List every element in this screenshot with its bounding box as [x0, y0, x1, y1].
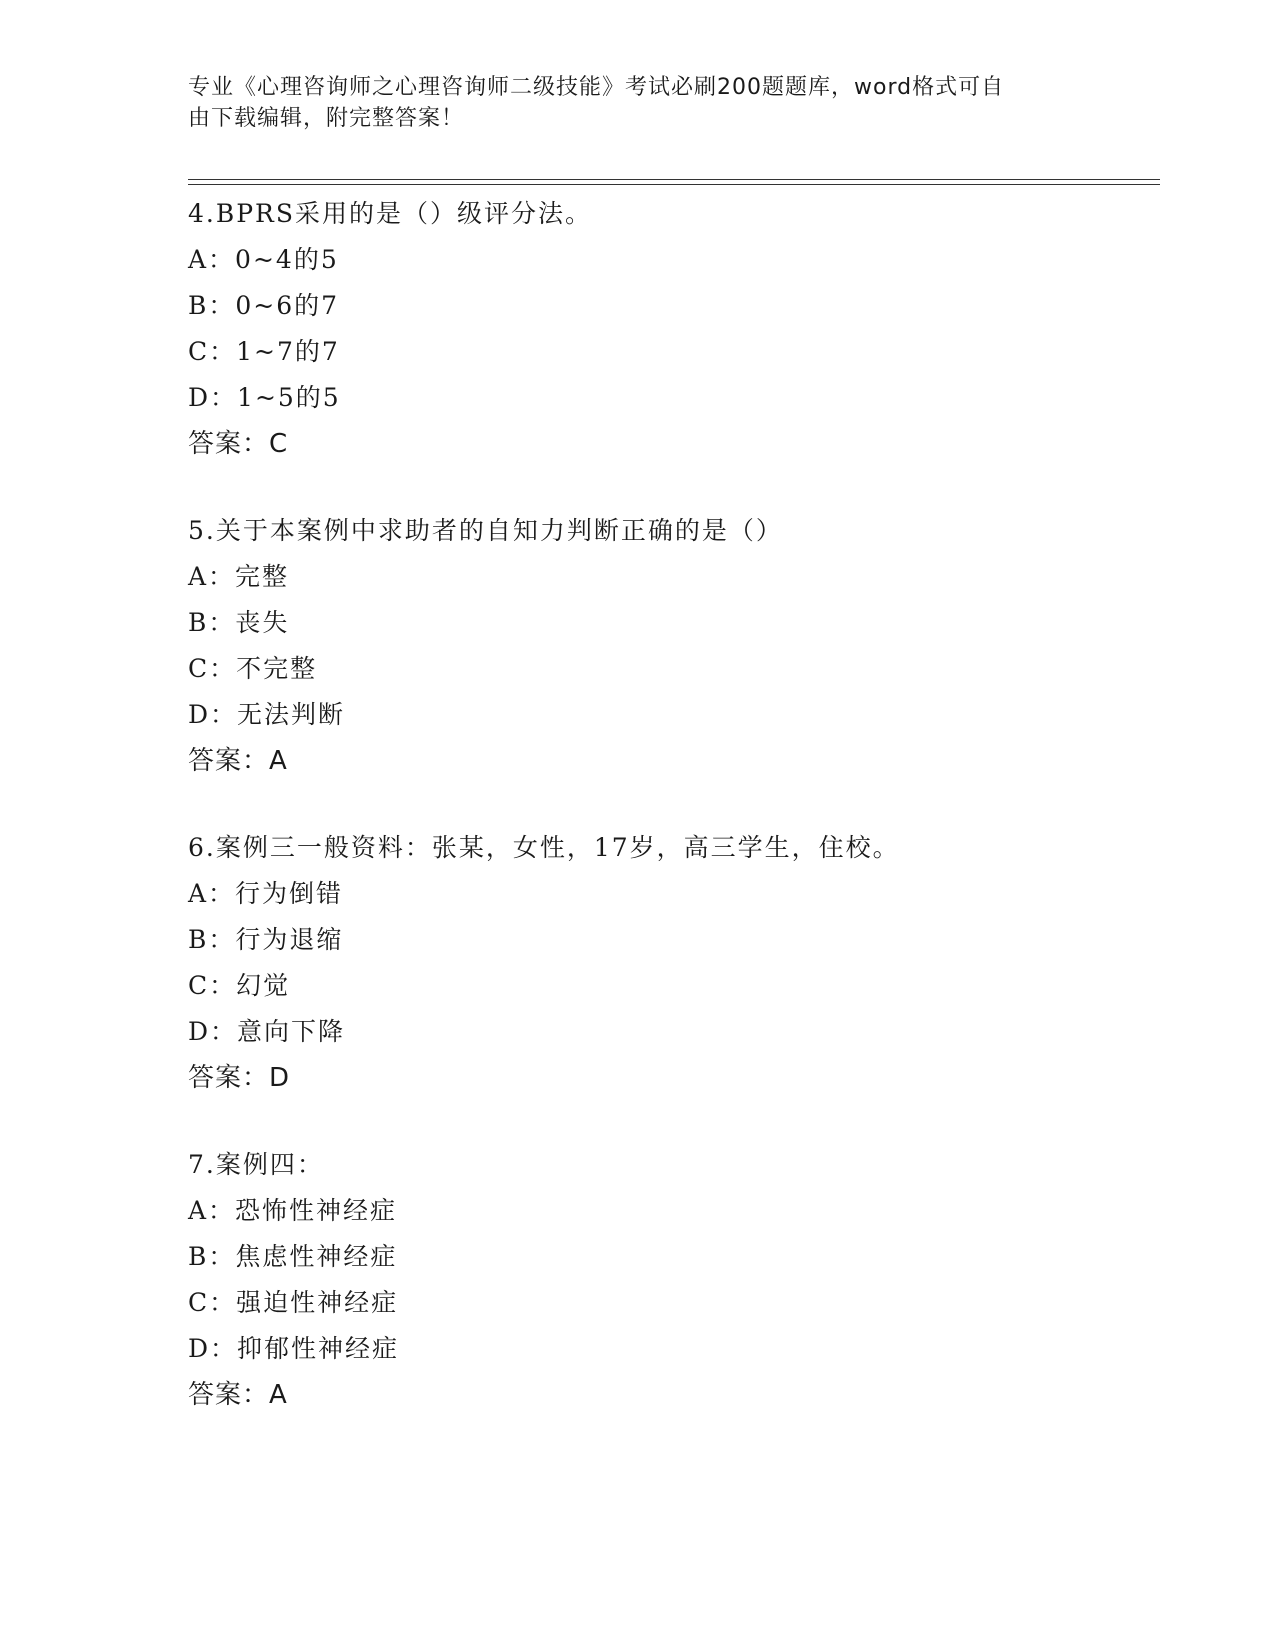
option-d: D：1~5的5	[188, 383, 341, 412]
header-divider-top	[188, 179, 1160, 180]
option-c: C：强迫性神经症	[188, 1288, 399, 1317]
question-4	[188, 191, 1148, 467]
header-line-2: 由下载编辑，附完整答案！	[188, 106, 465, 131]
question-7	[188, 1142, 1148, 1418]
answer-label: 答案：A	[188, 1380, 288, 1410]
option-b: B：焦虑性神经症	[188, 1242, 398, 1271]
option-c: C：幻觉	[188, 971, 291, 1000]
option-c: C：不完整	[188, 654, 318, 683]
question-stem: 5.关于本案例中求助者的自知力判断正确的是（）	[188, 516, 783, 545]
option-b: B：0~6的7	[188, 291, 340, 320]
question-stem: 7.案例四：	[188, 1150, 324, 1179]
option-b: B：丧失	[188, 608, 290, 637]
option-d: D：抑郁性神经症	[188, 1334, 400, 1363]
option-a: A：0~4的5	[188, 245, 339, 274]
answer-label: 答案：D	[188, 1063, 291, 1093]
option-d: D：无法判断	[188, 700, 346, 729]
option-b: B：行为退缩	[188, 925, 344, 954]
question-5	[188, 508, 1148, 784]
option-a: A：恐怖性神经症	[188, 1196, 398, 1225]
question-stem: 6.案例三一般资料：张某，女性，17岁，高三学生，住校。	[188, 833, 900, 862]
header-divider-bottom	[188, 184, 1160, 185]
question-list	[188, 191, 1148, 1459]
question-6	[188, 825, 1148, 1101]
answer-label: 答案：A	[188, 746, 288, 776]
option-d: D：意向下降	[188, 1017, 346, 1046]
header-line-1: 专业《心理咨询师之心理咨询师二级技能》考试必刷200题题库，word格式可自	[188, 75, 1005, 100]
option-a: A：行为倒错	[188, 879, 344, 908]
option-a: A：完整	[188, 562, 290, 591]
answer-label: 答案：C	[188, 429, 289, 459]
document-header	[188, 72, 1068, 134]
option-c: C：1~7的7	[188, 337, 340, 366]
question-stem: 4.BPRS采用的是（）级评分法。	[188, 199, 592, 228]
